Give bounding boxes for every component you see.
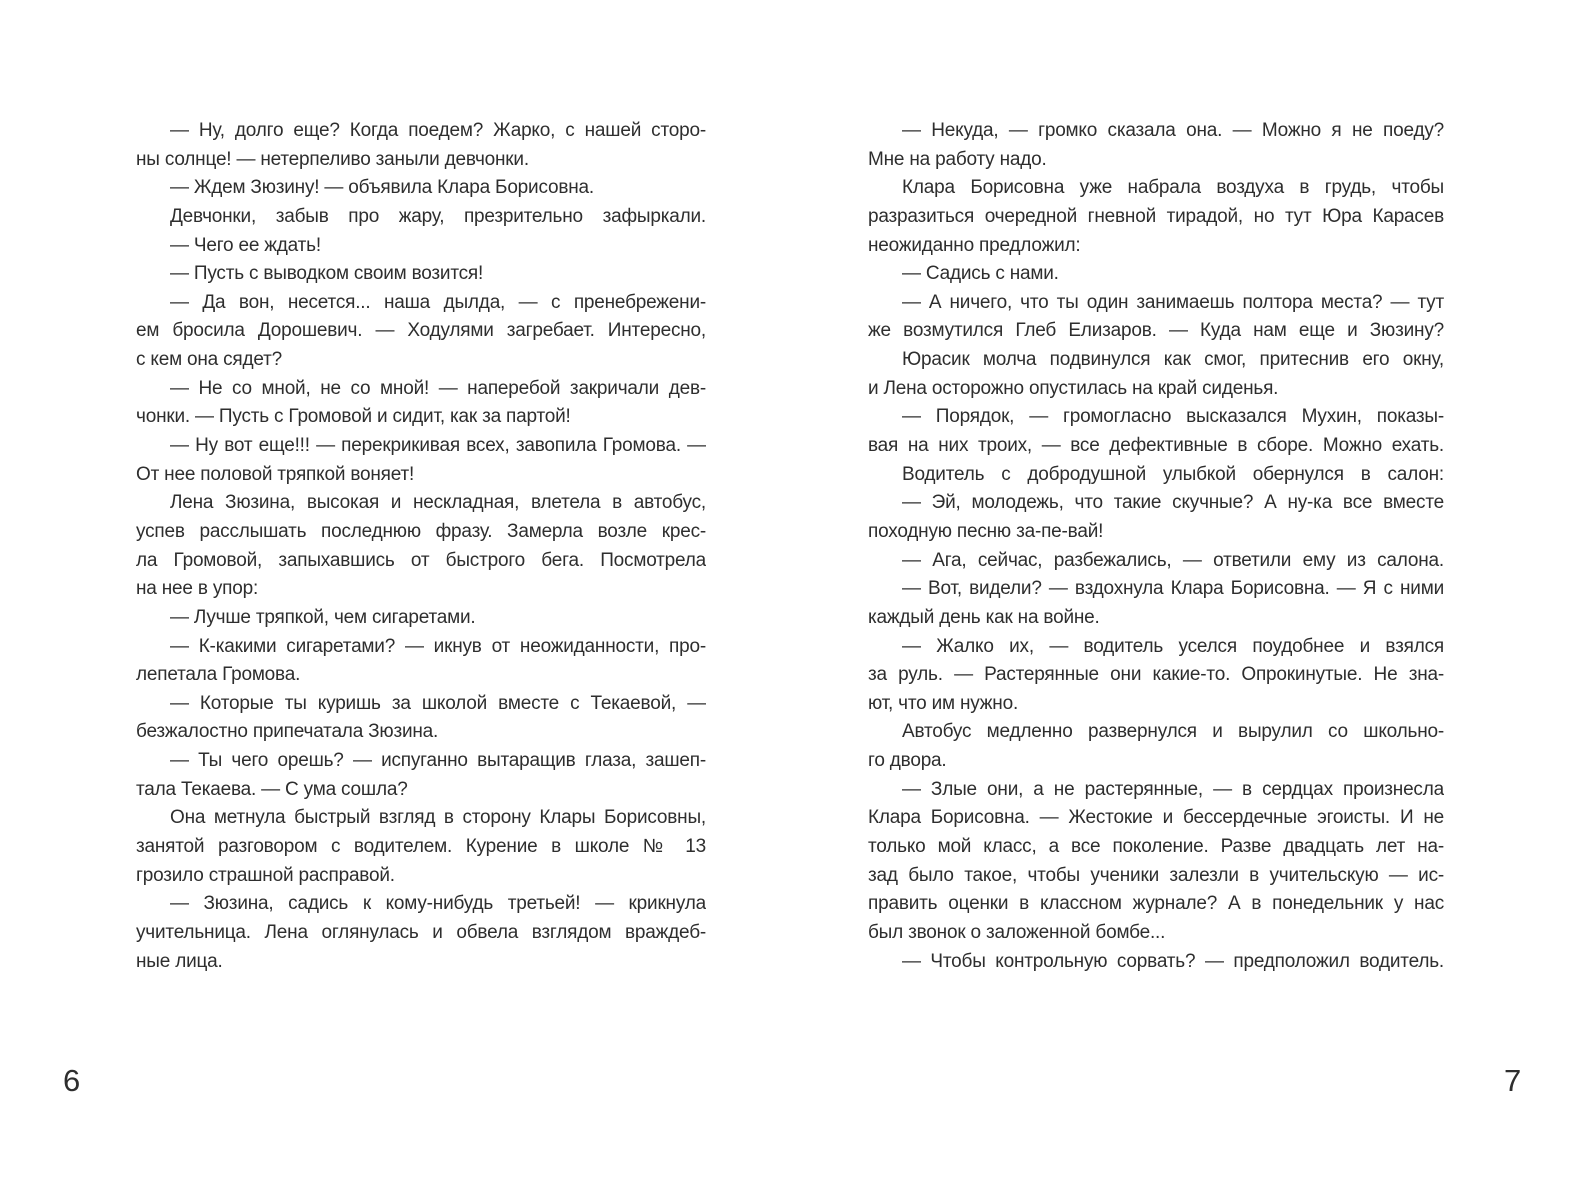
text-line: зад было такое, чтобы ученики залезли в учительскую — ис- <box>868 864 1444 886</box>
text-line: — Порядок, — громогласно высказался Мухин, показы- <box>902 406 1444 428</box>
text-line: — Ага, сейчас, разбежались, — ответили ему из салона. <box>902 549 1444 571</box>
text-line: — Эй, молодежь, что такие скучные? А ну-ка все вместе <box>902 492 1444 514</box>
text-line: только мой класс, а все поколение. Разве двадцать лет на- <box>868 836 1444 858</box>
text-line: ют, что им нужно. <box>868 692 1019 714</box>
page-right-text <box>868 117 1444 976</box>
text-line: вая на них троих, — все дефективные в сборе. Можно ехать. <box>868 435 1444 457</box>
paragraph <box>868 489 1444 546</box>
paragraph <box>136 174 706 203</box>
paragraph <box>136 375 706 432</box>
text-line: Автобус медленно развернулся и вырулил со школьно- <box>902 721 1444 743</box>
text-line: и Лена осторожно опустилась на край сиденья. <box>868 377 1279 399</box>
paragraph <box>868 633 1444 719</box>
text-line: чонки. — Пусть с Громовой и сидит, как за партой! <box>136 406 571 428</box>
text-line: — Которые ты куришь за школой вместе с Текаевой, — <box>170 692 706 714</box>
paragraph <box>868 776 1444 948</box>
paragraph <box>136 289 706 375</box>
text-line: Девчонки, забыв про жару, презрительно зафыркали. <box>170 205 706 227</box>
text-line: каждый день как на войне. <box>868 606 1100 628</box>
paragraph <box>136 747 706 804</box>
text-line: — Садись с нами. <box>902 263 1059 285</box>
text-line: за руль. — Растерянные они какие-то. Опрокинутые. Не зна- <box>868 664 1444 686</box>
paragraph <box>868 346 1444 403</box>
text-line: Водитель с добродушной улыбкой обернулся в салон: <box>902 463 1444 485</box>
paragraph <box>136 633 706 690</box>
text-line: — Ты чего орешь? — испуганно вытаращив глаза, зашеп- <box>170 750 706 772</box>
text-line: — Чего ее ждать! <box>170 234 321 256</box>
text-line: — Не со мной, не со мной! — наперебой закричали дев- <box>170 377 706 399</box>
paragraph <box>868 289 1444 346</box>
paragraph <box>136 432 706 489</box>
paragraph <box>136 489 706 604</box>
paragraph <box>136 117 706 174</box>
paragraph <box>136 690 706 747</box>
text-line: ла Громовой, запыхавшись от быстрого бега. Посмотрела <box>136 549 706 571</box>
text-line: был звонок о заложенной бомбе... <box>868 921 1166 943</box>
paragraph <box>868 117 1444 174</box>
text-line: — Ну вот еще!!! — перекрикивая всех, завопила Громова. — <box>170 435 706 457</box>
text-line: — Жалко их, — водитель уселся поудобнее и взялся <box>902 635 1444 657</box>
text-line: безжалостно припечатала Зюзина. <box>136 721 439 743</box>
text-line: — Ждем Зюзину! — объявила Клара Борисовна. <box>170 177 594 199</box>
paragraph <box>868 260 1444 289</box>
text-line: лепетала Громова. <box>136 664 301 686</box>
paragraph <box>136 604 706 633</box>
paragraph <box>868 575 1444 632</box>
text-line: править оценки в классном журнале? А в понедельник у нас <box>868 893 1444 915</box>
page-number-left: 6 <box>63 1063 81 1098</box>
text-line: учительница. Лена оглянулась и обвела взглядом враждеб- <box>136 921 706 943</box>
text-line: Мне на работу надо. <box>868 148 1047 170</box>
text-line: — Пусть с выводком своим возится! <box>170 263 484 285</box>
text-line: разразиться очередной гневной тирадой, но тут Юра Карасев <box>868 205 1444 227</box>
text-line: — Ну, долго еще? Когда поедем? Жарко, с нашей сторо- <box>170 120 706 141</box>
text-line: тала Текаева. — С ума сошла? <box>136 778 408 800</box>
paragraph <box>136 203 706 232</box>
text-line: — Чтобы контрольную сорвать? — предположил водитель. <box>902 950 1444 972</box>
text-line: ны солнце! — нетерпеливо заныли девчонки. <box>136 148 529 170</box>
page-number-right: 7 <box>1504 1063 1522 1098</box>
paragraph <box>136 890 706 976</box>
text-line: ные лица. <box>136 950 223 972</box>
paragraph <box>868 718 1444 775</box>
text-line: го двора. <box>868 750 947 772</box>
text-line: с кем она сядет? <box>136 349 282 371</box>
text-line: — К-какими сигаретами? — икнув от неожиданности, про- <box>170 635 706 657</box>
paragraph <box>136 804 706 890</box>
text-line: Она метнула быстрый взгляд в сторону Клары Борисовны, <box>170 807 706 829</box>
text-line: От нее половой тряпкой воняет! <box>136 463 415 485</box>
text-line: — Да вон, несется... наша дылда, — с пренебрежени- <box>170 291 706 313</box>
text-line: Лена Зюзина, высокая и нескладная, влетела в автобус, <box>170 492 706 514</box>
text-line: — Лучше тряпкой, чем сигаретами. <box>170 606 476 628</box>
paragraph <box>868 174 1444 260</box>
text-line: грозило страшной расправой. <box>136 864 395 886</box>
text-line: Клара Борисовна уже набрала воздуха в грудь, чтобы <box>902 177 1444 199</box>
text-line: — Злые они, а не растерянные, — в сердцах произнесла <box>902 778 1444 800</box>
page-left-text <box>136 117 706 976</box>
paragraph <box>868 403 1444 460</box>
text-line: — Вот, видели? — вздохнула Клара Борисовна. — Я с ними <box>902 578 1444 600</box>
text-line: занятой разговором с водителем. Курение в школе № 13 <box>136 836 706 858</box>
paragraph <box>868 948 1444 977</box>
text-line: неожиданно предложил: <box>868 234 1081 256</box>
text-line: — Некуда, — громко сказала она. — Можно я не поеду? <box>902 120 1444 141</box>
text-line: походную песню за-пе-вай! <box>868 520 1104 542</box>
text-line: успев расслышать последнюю фразу. Замерла возле крес- <box>136 520 706 542</box>
text-line: — А ничего, что ты один занимаешь полтора места? — тут <box>902 291 1444 313</box>
paragraph <box>868 461 1444 490</box>
text-line: Клара Борисовна. — Жестокие и бессердечные эгоисты. И не <box>868 807 1444 829</box>
paragraph <box>136 232 706 261</box>
text-line: Юрасик молча подвинулся как смог, притеснив его окну, <box>902 349 1444 371</box>
text-line: — Зюзина, садись к кому-нибудь третьей! — крикнула <box>170 893 706 915</box>
paragraph <box>136 260 706 289</box>
text-line: ем бросила Дорошевич. — Ходулями загребает. Интересно, <box>136 320 706 342</box>
text-line: на нее в упор: <box>136 578 259 600</box>
text-line: же возмутился Глеб Елизаров. — Куда нам еще и Зюзину? <box>868 320 1444 342</box>
paragraph <box>868 547 1444 576</box>
